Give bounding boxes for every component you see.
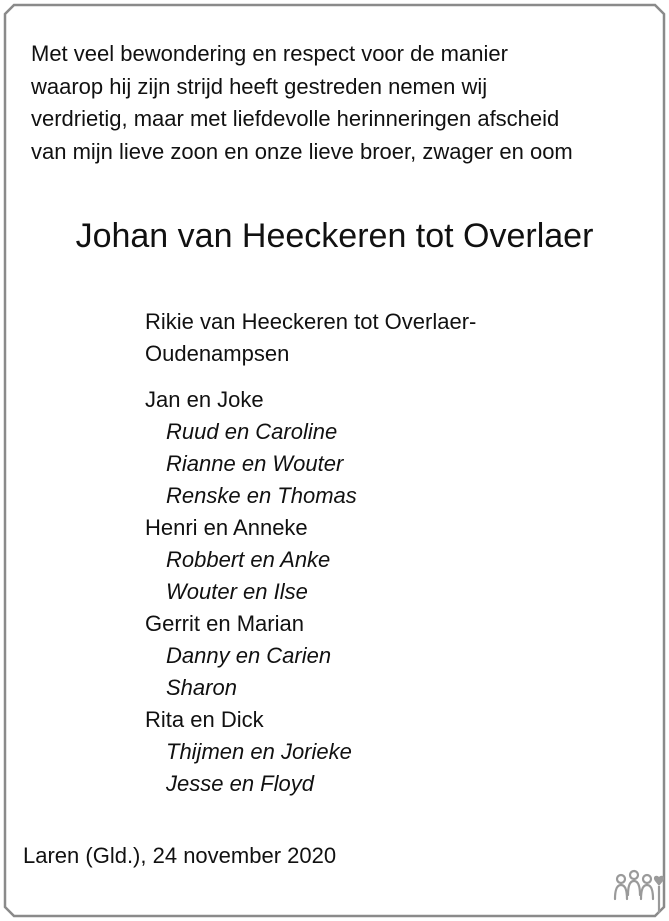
mother-line: Rikie van Heeckeren tot Overlaer- xyxy=(145,309,477,334)
family-child: Wouter en Ilse xyxy=(166,579,308,604)
place-date: Laren (Gld.), 24 november 2020 xyxy=(23,843,337,868)
intro-line: waarop hij zijn strijd heeft gestreden nemen wij xyxy=(31,73,488,99)
family-child: Rianne en Wouter xyxy=(166,451,344,476)
family-child: Danny en Carien xyxy=(166,643,332,668)
mother-line: Oudenampsen xyxy=(145,341,290,366)
intro-line: verdrietig, maar met liefdevolle herinneringen afscheid xyxy=(31,106,560,131)
family-parents: Gerrit en Marian xyxy=(145,611,304,636)
family-group xyxy=(145,512,625,608)
family-parents: Jan en Joke xyxy=(145,387,264,412)
family-child: Jesse en Floyd xyxy=(166,771,314,796)
family-list xyxy=(145,306,625,800)
family-group xyxy=(145,384,625,512)
mother-name xyxy=(145,306,625,370)
family-parents: Rita en Dick xyxy=(145,707,264,732)
family-child: Thijmen en Jorieke xyxy=(166,739,352,764)
family-child: Robbert en Anke xyxy=(166,547,331,572)
intro-line: van mijn lieve zoon en onze lieve broer, zwager en oom xyxy=(31,138,573,164)
intro-text xyxy=(31,38,661,168)
family-child: Ruud en Caroline xyxy=(166,419,338,444)
family-group xyxy=(145,608,625,704)
intro-line: Met veel bewondering en respect voor de manier xyxy=(31,41,508,66)
family-child: Sharon xyxy=(166,675,237,700)
family-group xyxy=(145,704,625,800)
deceased-name: Johan van Heeckeren tot Overlaer xyxy=(75,217,594,255)
family-parents: Henri en Anneke xyxy=(145,515,308,540)
people-heart-logo-icon xyxy=(607,865,667,915)
family-child: Renske en Thomas xyxy=(166,483,357,508)
